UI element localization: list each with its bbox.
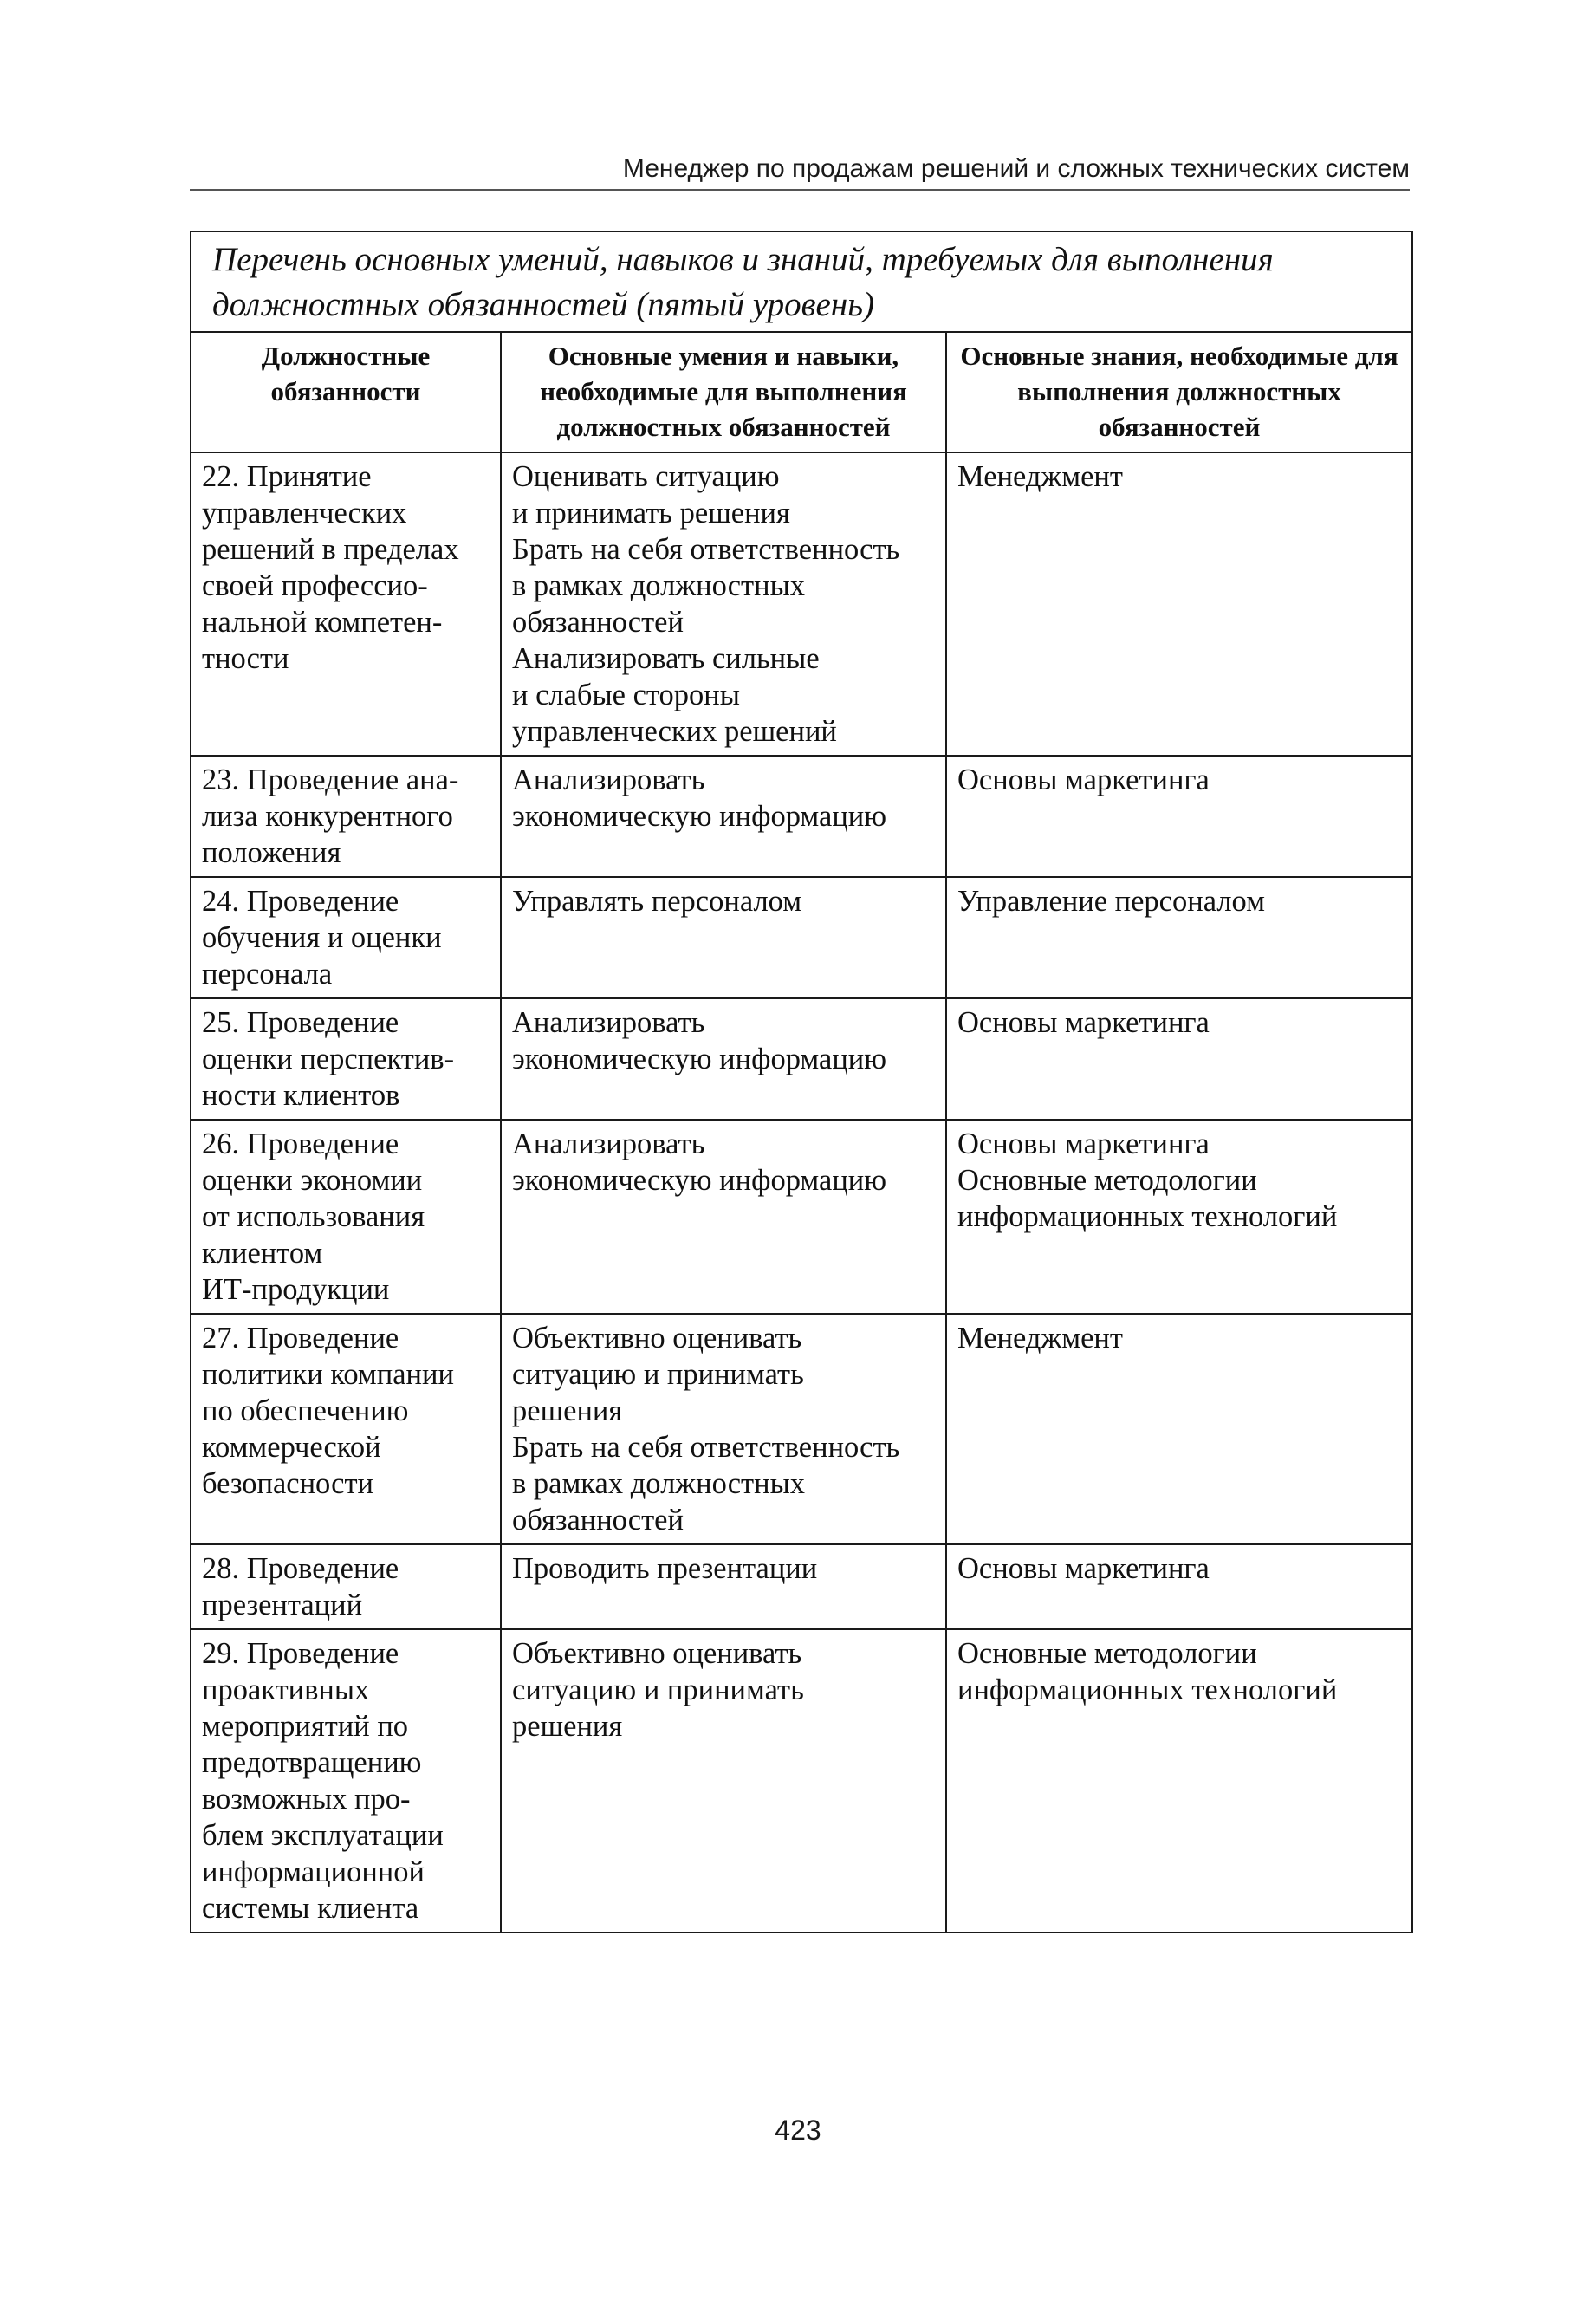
knowledge-cell: Основы маркетинга [946, 998, 1412, 1120]
duty-cell: 22. Принятие управленческих решений в пределах своей профессио- нальной компетен- тности [191, 452, 501, 756]
knowledge-cell: Управление персоналом [946, 877, 1412, 998]
knowledge-cell: Основы маркетинга [946, 756, 1412, 877]
page-number: 423 [775, 2115, 821, 2146]
table-caption: Перечень основных умений, навыков и знаний, требуемых для выполнения должностных обязанностей (пятый уровень) [191, 231, 1412, 332]
skills-cell: Анализировать экономическую информацию [501, 756, 946, 877]
table-row [191, 1544, 1412, 1629]
table-row [191, 1120, 1412, 1314]
table-row [191, 452, 1412, 756]
skills-cell: Объективно оценивать ситуацию и принимать решения [501, 1629, 946, 1933]
duty-cell: 27. Проведение политики компании по обеспечению коммерческой безопасности [191, 1314, 501, 1544]
duty-cell: 28. Проведение презентаций [191, 1544, 501, 1629]
skills-cell: Анализировать экономическую информацию [501, 1120, 946, 1314]
skills-cell: Проводить презентации [501, 1544, 946, 1629]
column-header-duties: Должностные обязанности [191, 332, 501, 452]
column-header-skills: Основные умения и навыки, необходимые для выполнения должностных обязанностей [501, 332, 946, 452]
running-header: Менеджер по продажам решений и сложных технических систем [190, 153, 1410, 191]
duty-cell: 26. Проведение оценки экономии от использования клиентом ИТ-продукции [191, 1120, 501, 1314]
table-row [191, 756, 1412, 877]
table-row [191, 1629, 1412, 1933]
duty-cell: 25. Проведение оценки перспектив- ности клиентов [191, 998, 501, 1120]
skills-cell: Объективно оценивать ситуацию и принимать решения Брать на себя ответственность в рамках должностных обязанностей [501, 1314, 946, 1544]
table-row [191, 1314, 1412, 1544]
skills-cell: Оценивать ситуацию и принимать решения Брать на себя ответственность в рамках должностных обязанностей Анализировать сильные и слабые стороны управленческих решений [501, 452, 946, 756]
knowledge-cell: Основы маркетинга [946, 1544, 1412, 1629]
knowledge-cell: Основы маркетинга Основные методологии информационных технологий [946, 1120, 1412, 1314]
competency-table [190, 231, 1413, 1933]
table-header-row [191, 332, 1412, 452]
skills-cell: Управлять персоналом [501, 877, 946, 998]
knowledge-cell: Менеджмент [946, 1314, 1412, 1544]
knowledge-cell: Основные методологии информационных технологий [946, 1629, 1412, 1933]
duty-cell: 23. Проведение ана- лиза конкурентного положения [191, 756, 501, 877]
table-row [191, 877, 1412, 998]
table-row [191, 998, 1412, 1120]
table-caption-row [191, 231, 1412, 332]
duty-cell: 29. Проведение проактивных мероприятий по предотвращению возможных про- блем эксплуатации информационной системы клиента [191, 1629, 501, 1933]
column-header-knowledge: Основные знания, необходимые для выполнения должностных обязанностей [946, 332, 1412, 452]
knowledge-cell: Менеджмент [946, 452, 1412, 756]
skills-cell: Анализировать экономическую информацию [501, 998, 946, 1120]
duty-cell: 24. Проведение обучения и оценки персонала [191, 877, 501, 998]
